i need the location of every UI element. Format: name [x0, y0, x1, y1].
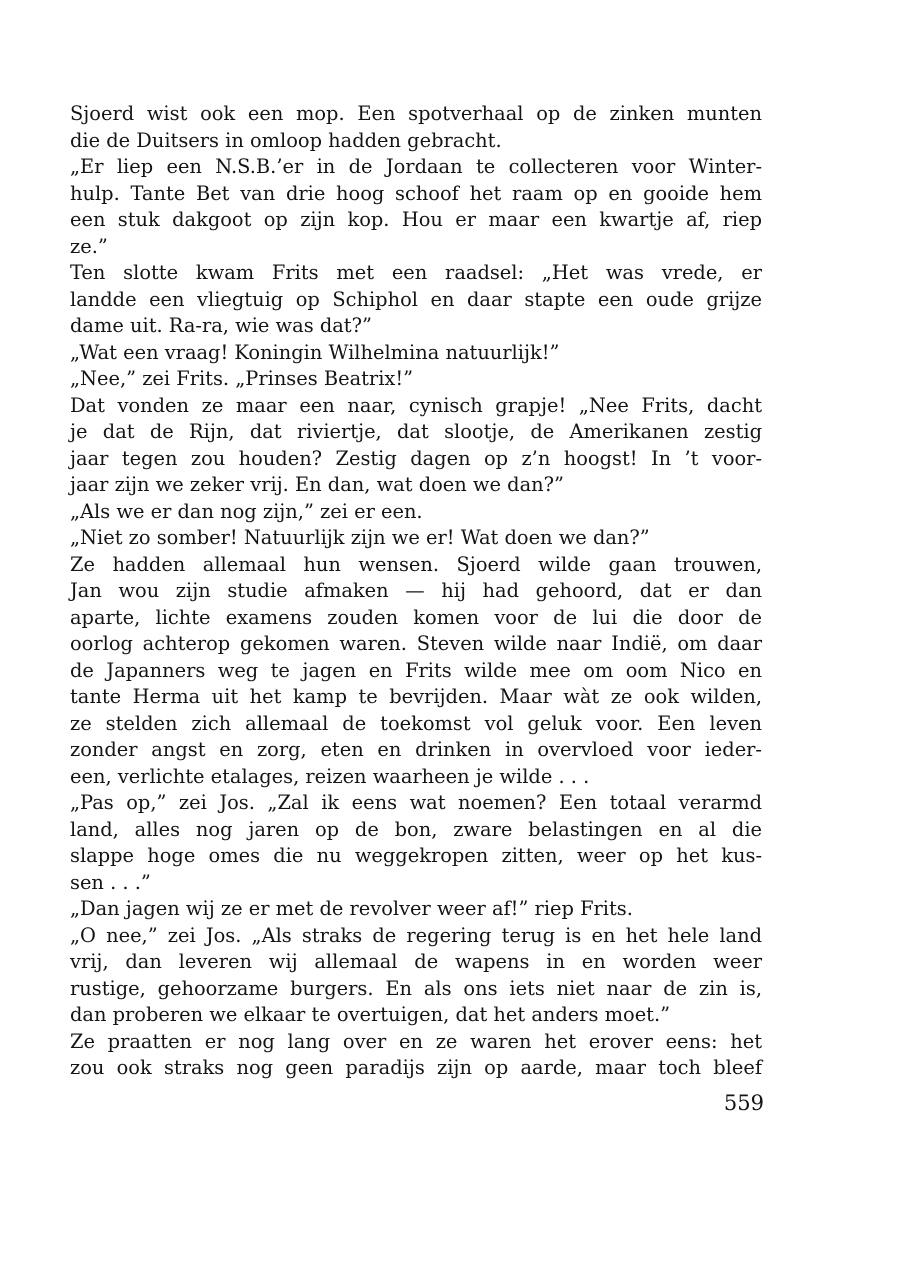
text-line: de Japanners weg te jagen en Frits wilde mee om oom Nico en — [70, 658, 762, 682]
text-line: jaar zijn we zeker vrij. En dan, wat doen we dan?” — [70, 473, 564, 496]
body-text — [70, 101, 762, 1082]
text-line: landde een vliegtuig op Schiphol en daar stapte een oude grijze — [70, 287, 762, 311]
text-line: „Als we er dan nog zijn,” zei er een. — [70, 499, 423, 523]
text-line: „Nee,” zei Frits. „Prinses Beatrix!” — [70, 367, 414, 390]
text-line: hulp. Tante Bet van drie hoog schoof het raam op en gooide hem — [70, 181, 762, 205]
text-line: Ze praatten er nog lang over en ze waren het erover eens: het — [70, 1029, 762, 1053]
text-line: vrij, dan leveren wij allemaal de wapens in en worden weer — [70, 950, 762, 973]
text-line: „Er liep een N.S.B.’er in de Jordaan te collecteren voor Winter- — [70, 155, 762, 178]
text-line: ze.” — [70, 234, 108, 258]
text-line: rustige, gehoorzame burgers. En als ons iets niet naar de zin is, — [70, 976, 762, 1000]
text-line: aparte, lichte examens zouden komen voor de lui die door de — [70, 605, 762, 629]
text-line: een stuk dakgoot op zijn kop. Hou er maar een kwartje af, riep — [70, 208, 762, 231]
text-line: dame uit. Ra-ra, wie was dat?” — [70, 314, 372, 337]
text-line: Ten slotte kwam Frits met een raadsel: „Het was vrede, er — [70, 261, 762, 284]
text-line: ze stelden zich allemaal de toekomst vol geluk voor. Een leven — [70, 711, 762, 735]
text-line: je dat de Rijn, dat riviertje, dat slootje, de Amerikanen zestig — [70, 420, 762, 443]
text-line: sen . . .” — [70, 870, 151, 894]
text-line: zonder angst en zorg, eten en drinken in overvloed voor ieder- — [70, 738, 762, 761]
text-line: Dat vonden ze maar een naar, cynisch grapje! „Nee Frits, dacht — [70, 393, 762, 417]
text-line: land, alles nog jaren op de bon, zware belastingen en al die — [70, 817, 762, 841]
text-line: slappe hoge omes die nu weggekropen zitten, weer op het kus- — [70, 844, 762, 867]
text-line: Sjoerd wist ook een mop. Een spotverhaal op de zinken munten — [70, 102, 762, 125]
text-line: jaar tegen zou houden? Zestig dagen op z’n hoogst! In ’t voor- — [70, 446, 762, 470]
text-line: dan proberen we elkaar te overtuigen, dat het anders moet.” — [70, 1003, 671, 1026]
text-line: „Pas op,” zei Jos. „Zal ik eens wat noemen? Een totaal verarmd — [70, 791, 762, 814]
text-line: oorlog achterop gekomen waren. Steven wilde naar Indië, om daar — [70, 632, 762, 655]
text-line: Ze hadden allemaal hun wensen. Sjoerd wilde gaan trouwen, — [70, 552, 762, 576]
text-line: Jan wou zijn studie afmaken — hij had gehoord, dat er dan — [70, 579, 762, 602]
text-line: tante Herma uit het kamp te bevrijden. Maar wàt ze ook wilden, — [70, 685, 762, 708]
text-line: „Wat een vraag! Koningin Wilhelmina natuurlijk!” — [70, 340, 560, 364]
text-line: „O nee,” zei Jos. „Als straks de regering terug is en het hele land — [70, 923, 762, 947]
text-line: „Dan jagen wij ze er met de revolver weer af!” riep Frits. — [70, 897, 633, 920]
text-line: „Niet zo somber! Natuurlijk zijn we er! Wat doen we dan?” — [70, 526, 650, 549]
text-line: een, verlichte etalages, reizen waarheen je wilde . . . — [70, 764, 590, 788]
text-line: zou ook straks nog geen paradijs zijn op aarde, maar toch bleef — [70, 1056, 762, 1079]
text-line: die de Duitsers in omloop hadden gebracht. — [70, 128, 502, 152]
page-number: 559 — [723, 1091, 764, 1115]
